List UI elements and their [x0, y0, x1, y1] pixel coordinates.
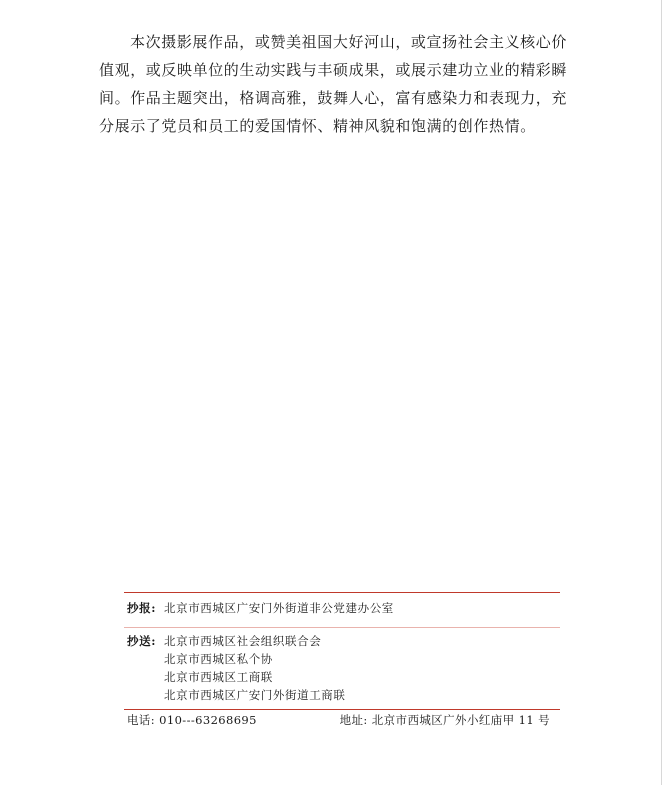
copy-recipient: 北京市西城区社会组织联合会 [164, 634, 322, 648]
copy-recipient-list [164, 632, 346, 704]
copy-recipient: 北京市西城区广安门外街道工商联 [164, 688, 346, 702]
middle-divider [124, 627, 560, 628]
report-row [127, 599, 394, 617]
copy-row [127, 632, 164, 650]
report-recipient: 北京市西城区广安门外街道非公党建办公室 [164, 601, 394, 615]
body-paragraph: 本次摄影展作品，或赞美祖国大好河山，或宣扬社会主义核心价值观，或反映单位的生动实践与丰硕成果，或展示建功立业的精彩瞬间。作品主题突出，格调高雅，鼓舞人心，富有感染力和表现力，充分展示了党员和员工的爱国情怀、精神风貌和饱满的创作热情。 [99, 33, 568, 135]
footer-phone: 电话: 010---63268695 [127, 713, 257, 727]
copy-recipient: 北京市西城区私个协 [164, 652, 273, 666]
bottom-divider [124, 709, 560, 710]
top-divider [124, 592, 560, 593]
copy-recipient: 北京市西城区工商联 [164, 670, 273, 684]
report-label: 抄报: [127, 601, 157, 615]
copy-label: 抄送: [127, 634, 157, 648]
footer-address: 地址: 北京市西城区广外小红庙甲 11 号 [339, 713, 550, 727]
